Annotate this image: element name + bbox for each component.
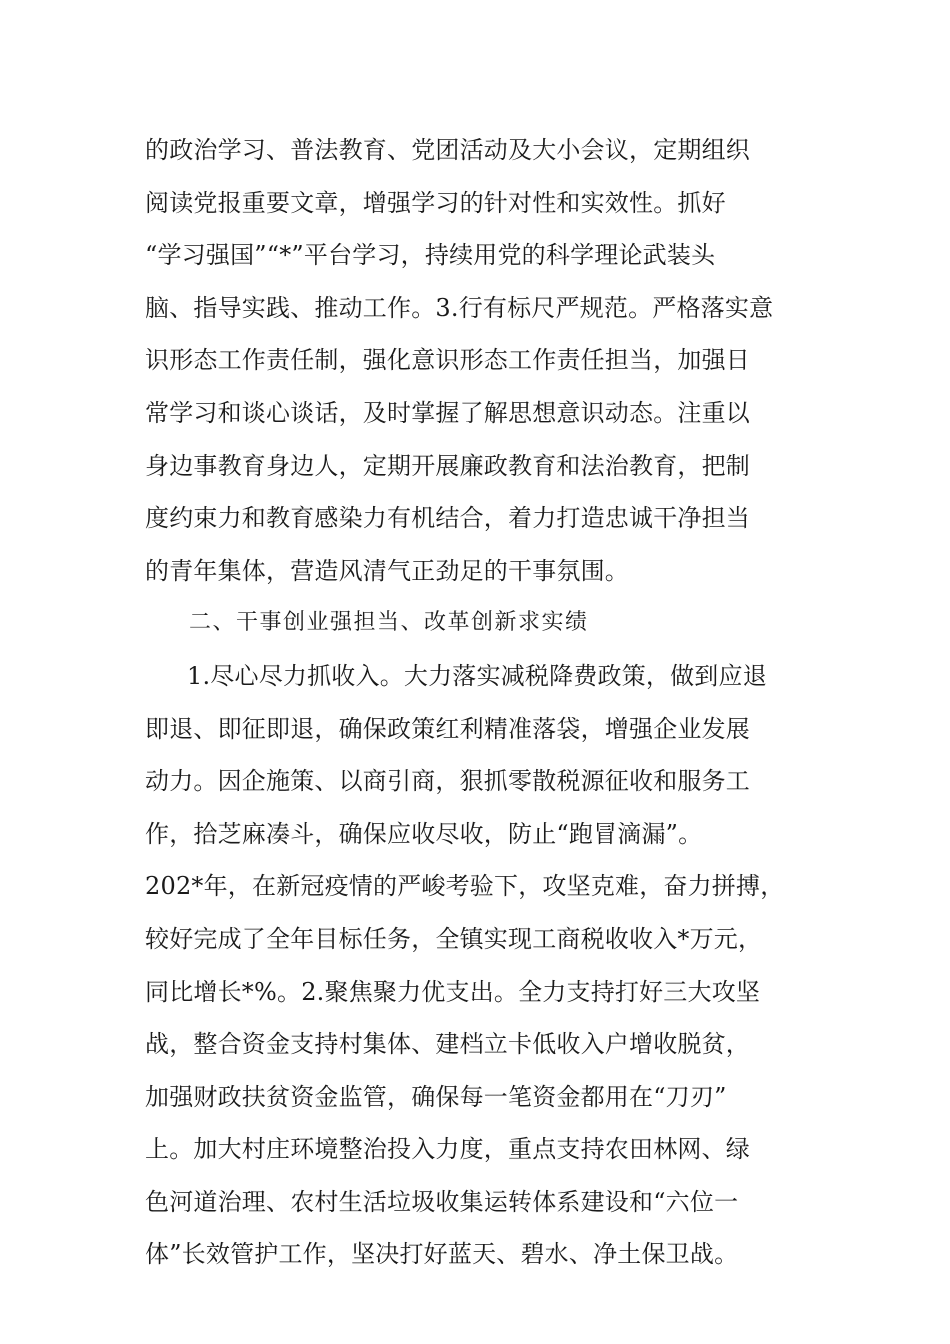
text-line: 即退、即征即退，确保政策红利精准落袋，增强企业发展: [145, 714, 750, 743]
text-line: 的政治学习、普法教育、党团活动及大小会议，定期组织: [145, 136, 750, 164]
text-line: “学习强国”“*”平台学习，持续用党的科学理论武装头: [145, 241, 716, 270]
text-line: 加强财政扶贫资金监管，确保每一笔资金都用在“刀刃”: [145, 1082, 727, 1111]
text-line: 同比增长*%。2.聚焦聚力优支出。全力支持打好三大攻坚: [145, 977, 761, 1006]
paragraph-start-line: 1.尽心尽力抓收入。大力落实减税降费政策，做到应退: [187, 661, 767, 690]
text-line: 色河道治理、农村生活垃圾收集运转体系建设和“六位一: [145, 1187, 739, 1216]
text-line: 的青年集体，营造风清气正劲足的干事氛围。: [145, 556, 629, 585]
text-line: 上。加大村庄环境整治投入力度，重点支持农田林网、绿: [145, 1135, 750, 1164]
text-line: 脑、指导实践、推动工作。3.行有标尺严规范。严格落实意: [145, 293, 774, 322]
text-line: 战，整合资金支持村集体、建档立卡低收入户增收脱贫，: [145, 1030, 750, 1059]
text-line: 202*年，在新冠疫情的严峻考验下，攻坚克难，奋力拼搏，: [145, 872, 785, 901]
text-line: 较好完成了全年目标任务，全镇实现工商税收收入*万元，: [145, 924, 763, 953]
text-line: 识形态工作责任制，强化意识形态工作责任担当，加强日: [145, 346, 750, 375]
text-line: 体”长效管护工作，坚决打好蓝天、碧水、净土保卫战。: [145, 1240, 739, 1269]
text-line: 动力。因企施策、以商引商，狠抓零散税源征收和服务工: [145, 767, 750, 796]
text-line: 常学习和谈心谈话，及时掌握了解思想意识动态。注重以: [145, 398, 750, 427]
text-line: 度约束力和教育感染力有机结合，着力打造忠诚干净担当: [145, 504, 750, 533]
text-line: 身边事教育身边人，定期开展廉政教育和法治教育，把制: [145, 451, 750, 480]
text-line: 阅读党报重要文章，增强学习的针对性和实效性。抓好: [145, 188, 726, 217]
text-line: 作，拾芝麻凑斗，确保应收尽收，防止“跑冒滴漏”。: [145, 819, 703, 848]
body-text: [145, 124, 845, 1281]
section-heading: 二、干事创业强担当、改革创新求实绩: [189, 610, 589, 636]
